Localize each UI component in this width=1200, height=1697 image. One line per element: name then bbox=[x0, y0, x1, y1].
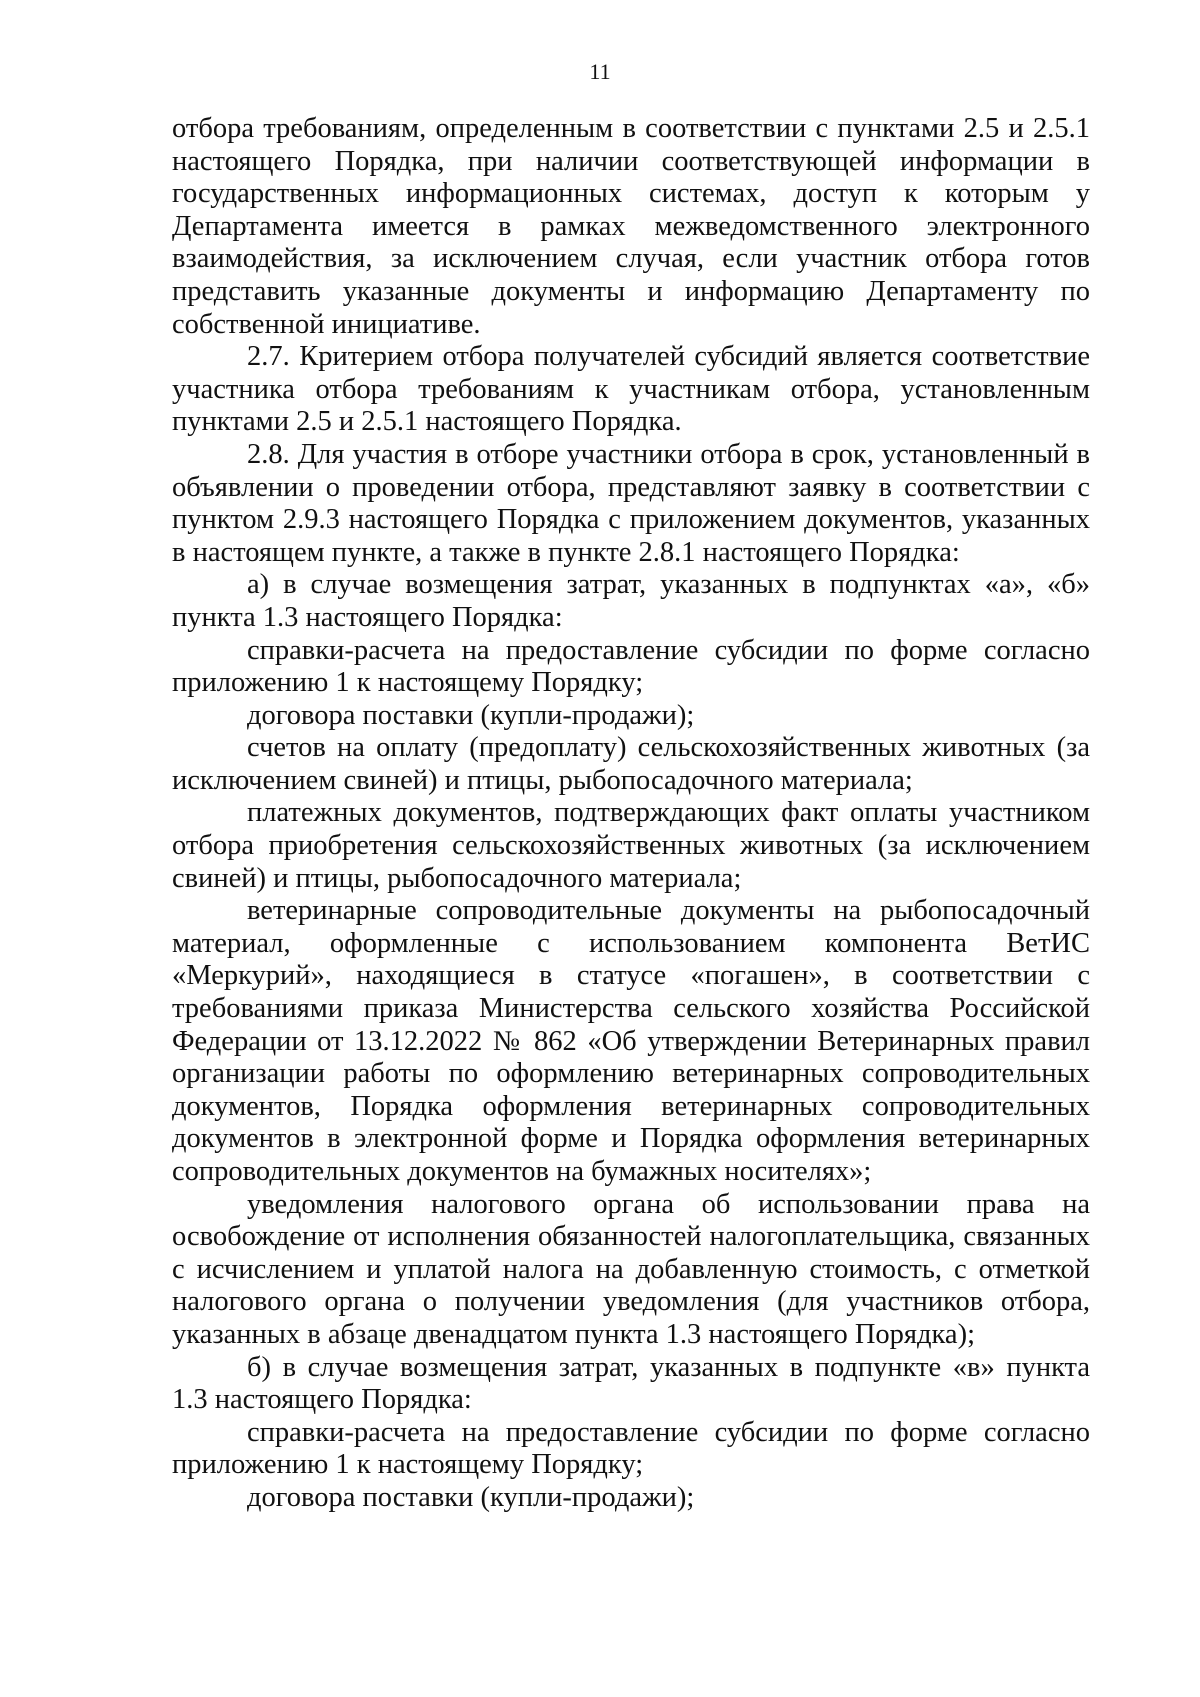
list-item: уведомления налогового органа об использовании права на освобождение от исполнения обязанностей налогоплательщика, связанных с исчислением и уплатой налога на добавленную стоимость, с отметкой налогового органа о получении уведомления (для участников отбора, указанных в абзаце двенадцатом пункта 1.3 настоящего Порядка); bbox=[172, 1188, 1090, 1350]
paragraph-2-7: 2.7. Критерием отбора получателей субсидий является соответствие участника отбора требованиям к участникам отбора, установленным пунктами 2.5 и 2.5.1 настоящего Порядка. bbox=[172, 341, 1090, 438]
list-item: справки-расчета на предоставление субсидии по форме согласно приложению 1 к настоящему Порядку; bbox=[172, 634, 1090, 699]
list-item: договора поставки (купли-продажи); bbox=[247, 699, 695, 731]
list-item: счетов на оплату (предоплату) сельскохозяйственных животных (за исключением свиней) и птицы, рыбопосадочного материала; bbox=[172, 732, 1090, 796]
document-body bbox=[172, 113, 1090, 1515]
list-item: ветеринарные сопроводительные документы на рыбопосадочный материал, оформленные с использованием компонента ВетИС «Меркурий», находящиеся в статусе «погашен», в соответствии с требованиями приказа Министерства сельского хозяйства Российской Федерации от 13.12.2022 № 862 «Об утверждении Ветеринарных правил организации работы по оформлению ветеринарных сопроводительных документов, Порядка оформления ветеринарных сопроводительных документов в электронной форме и Порядка оформления ветеринарных сопроводительных документов на бумажных носителях»; bbox=[172, 895, 1090, 1187]
paragraph-continuation: отбора требованиям, определенным в соответствии с пунктами 2.5 и 2.5.1 настоящего Порядка, при наличии соответствующей информации в государственных информационных системах, доступ к которым у Департамента имеется в рамках межведомственного электронного взаимодействия, за исключением случая, если участник отбора готов представить указанные документы и информацию Департаменту по собственной инициативе. bbox=[172, 113, 1090, 340]
page-number: 11 bbox=[589, 59, 611, 84]
list-item: договора поставки (купли-продажи); bbox=[247, 1481, 695, 1513]
list-item: справки-расчета на предоставление субсидии по форме согласно приложению 1 к настоящему Порядку; bbox=[172, 1416, 1090, 1481]
list-item: платежных документов, подтверждающих факт оплаты участником отбора приобретения сельскохозяйственных животных (за исключением свиней) и птицы, рыбопосадочного материала; bbox=[172, 797, 1090, 894]
subparagraph-a: а) в случае возмещения затрат, указанных в подпунктах «а», «б» пункта 1.3 настоящего Порядка: bbox=[172, 569, 1090, 633]
subparagraph-b: б) в случае возмещения затрат, указанных в подпункте «в» пункта 1.3 настоящего Порядка: bbox=[172, 1351, 1090, 1416]
paragraph-2-8: 2.8. Для участия в отборе участники отбора в срок, установленный в объявлении о проведении отбора, представляют заявку в соответствии с пунктом 2.9.3 настоящего Порядка с приложением документов, указанных в настоящем пункте, а также в пункте 2.8.1 настоящего Порядка: bbox=[172, 438, 1090, 568]
